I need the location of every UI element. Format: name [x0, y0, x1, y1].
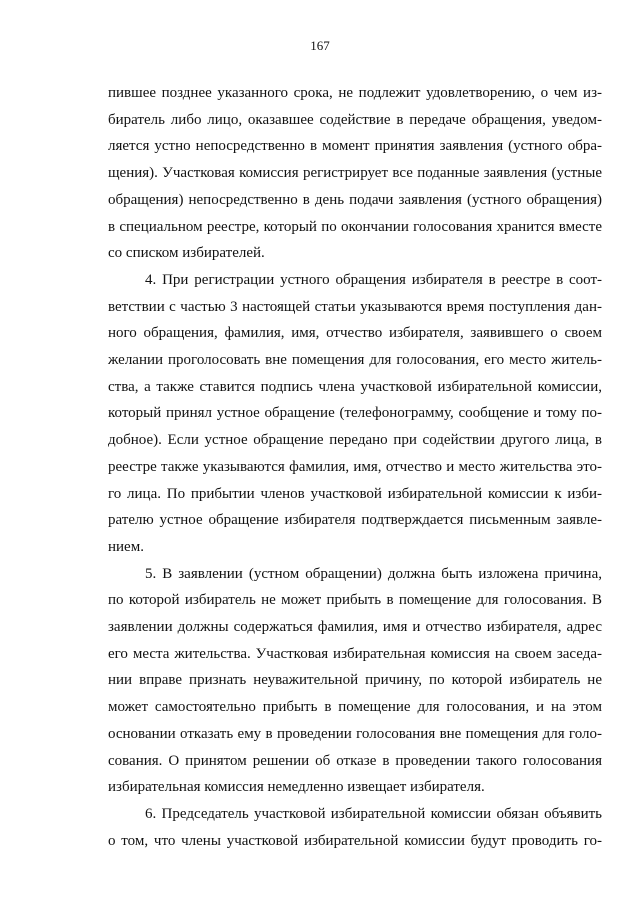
text-line: ветствии с частью 3 настоящей статьи указываются время поступления дан-: [108, 298, 602, 315]
text-line: может самостоятельно прибыть в помещение для голосования, и на этом: [108, 699, 602, 716]
text-line: биратель либо лицо, оказавшее содействие в передаче обращения, уведом-: [108, 111, 602, 128]
text-line: избирательная комиссия немедленно извещает избирателя.: [108, 779, 485, 796]
text-line: 6. Председатель участковой избирательной комиссии обязан объявить: [145, 805, 602, 822]
text-line: который принял устное обращение (телефонограмму, сообщение и тому по-: [108, 405, 602, 422]
text-line: 5. В заявлении (устном обращении) должна быть изложена причина,: [145, 565, 602, 582]
text-line: пившее позднее указанного срока, не подлежит удовлетворению, о чем из-: [108, 85, 602, 101]
text-line: добное). Если устное обращение передано при содействии другого лица, в: [108, 432, 602, 449]
text-line: нии вправе признать неуважительной причину, по которой избиратель не: [108, 672, 602, 689]
text-line: о том, что члены участковой избирательной комиссии будут проводить го-: [108, 832, 602, 849]
text-line: обращения) непосредственно в день подачи заявления (устного обращения): [108, 191, 602, 208]
text-line: реестре также указываются фамилия, имя, отчество и место жительства это-: [108, 458, 602, 475]
text-line: ного обращения, фамилия, имя, отчество избирателя, заявившего о своем: [108, 325, 602, 342]
text-line: ляется устно непосредственно в момент принятия заявления (устного обра-: [108, 138, 602, 155]
text-line: ства, а также ставится подпись члена участковой избирательной комиссии,: [108, 378, 602, 395]
text-line: по которой избиратель не может прибыть в помещение для голосования. В: [108, 592, 602, 609]
text-line: его места жительства. Участковая избирательная комиссия на своем заседа-: [108, 645, 602, 662]
text-line: сования. О принятом решении об отказе в проведении такого голосования: [108, 752, 602, 769]
text-line: основании отказать ему в проведении голосования вне помещения для голо-: [108, 725, 602, 742]
text-line: рателю устное обращение избирателя подтверждается письменным заявле-: [108, 512, 602, 529]
text-line: со списком избирателей.: [108, 245, 265, 262]
text-line: нием.: [108, 538, 144, 555]
text-line: щения). Участковая комиссия регистрирует все поданные заявления (устные: [108, 165, 602, 182]
text-line: го лица. По прибытии членов участковой избирательной комиссии к изби-: [108, 485, 602, 502]
page-number: 167: [310, 38, 330, 53]
text-line: в специальном реестре, который по окончании голосования хранится вместе: [108, 218, 602, 235]
text-line: 4. При регистрации устного обращения избирателя в реестре в соот-: [145, 271, 602, 288]
text-line: заявлении должны содержаться фамилия, имя и отчество избирателя, адрес: [108, 619, 602, 635]
text-line: желании проголосовать вне помещения для голосования, его место житель-: [108, 352, 602, 368]
